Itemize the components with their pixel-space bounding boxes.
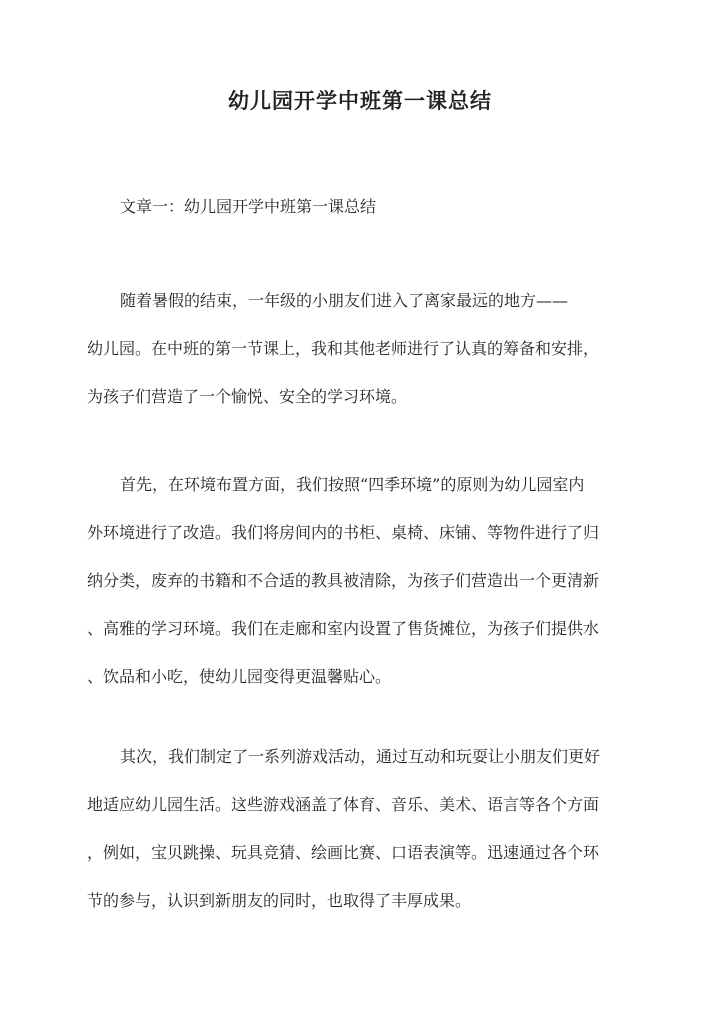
paragraph-1 <box>87 289 635 433</box>
paragraph-line: 外环境进行了改造。我们将房间内的书柜、桌椅、床铺、等物件进行了归 <box>87 523 600 542</box>
paragraph-line: 地适应幼儿园生活。这些游戏涵盖了体育、音乐、美术、语言等各个方面 <box>87 795 600 814</box>
paragraph-line: 为孩子们营造了一个愉悦、安全的学习环境。 <box>87 387 408 406</box>
paragraph-line: 、饮品和小吃，使幼儿园变得更温馨贴心。 <box>87 667 392 686</box>
paragraph-line: 节的参与，认识到新朋友的同时，也取得了丰厚成果。 <box>87 891 472 910</box>
paragraph-line: ，例如，宝贝跳操、玩具竞猜、绘画比赛、口语表演等。迅速通过各个环 <box>87 843 600 862</box>
paragraph-3 <box>87 745 635 937</box>
paragraph-line: 随着暑假的结束，一年级的小朋友们进入了离家最远的地方—— <box>120 291 569 310</box>
paragraph-2 <box>87 473 635 713</box>
paragraph-line: 纳分类，废弃的书籍和不合适的教具被清除，为孩子们营造出一个更清新 <box>87 571 600 590</box>
paragraph-line: 、高雅的学习环境。我们在走廊和室内设置了售货摊位，为孩子们提供水 <box>87 619 600 638</box>
article-subtitle: 文章一：幼儿园开学中班第一课总结 <box>120 197 377 216</box>
document-title: 幼儿园开学中班第一课总结 <box>228 88 492 113</box>
paragraph-line: 其次，我们制定了一系列游戏活动，通过互动和玩耍让小朋友们更好 <box>120 747 601 766</box>
paragraph-line: 首先，在环境布置方面，我们按照“四季环境”的原则为幼儿园室内 <box>120 475 585 494</box>
paragraph-line: 幼儿园。在中班的第一节课上，我和其他老师进行了认真的筹备和安排， <box>87 339 600 358</box>
